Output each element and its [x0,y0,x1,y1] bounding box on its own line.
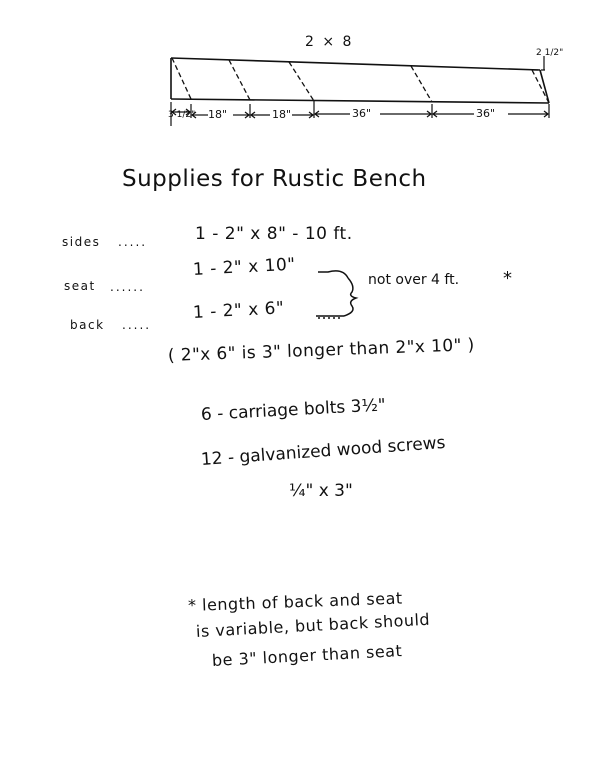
leader-dots: ...... [110,280,145,294]
length-note: not over 4 ft. [368,272,460,288]
seat-lumber: 1 - 2" x 10" [192,254,297,280]
segment-length-1: 18" [208,108,228,121]
carriage-bolts-item: 6 - carriage bolts 3½" [200,395,387,425]
footnote-line-1: * length of back and seat [187,588,403,615]
segment-length-3: 36" [352,107,372,120]
wood-screws-item: 12 - galvanized wood screws [200,432,447,470]
sides-label: sides [62,235,101,249]
asterisk-mark: * [503,268,512,289]
back-lumber: 1 - 2" x 6" [192,298,285,323]
wood-screws-size: ¼" x 3" [289,481,353,501]
start-width-label: 3 1/2" [168,110,196,120]
end-width-label: 2 1/2" [536,48,564,58]
footnote-line-3: be 3" longer than seat [211,641,403,670]
segment-length-2: 18" [272,108,292,121]
plank-size-label: 2 × 8 [305,34,354,50]
length-comparison: ( 2"x 6" is 3" longer than 2"x 10" ) [167,335,475,366]
segment-length-4: 36" [476,107,496,120]
leader-dots: ..... [118,235,148,249]
back-label: back [70,318,105,332]
footnote-line-2: is variable, but back should [195,609,431,641]
page-title: Supplies for Rustic Bench [122,166,427,192]
sides-lumber: 1 - 2" x 8" - 10 ft. [195,224,353,244]
seat-label: seat [64,279,96,293]
seat-leader-line [318,271,348,278]
leader-dots: ..... [122,318,152,332]
curly-bracket [344,278,356,316]
